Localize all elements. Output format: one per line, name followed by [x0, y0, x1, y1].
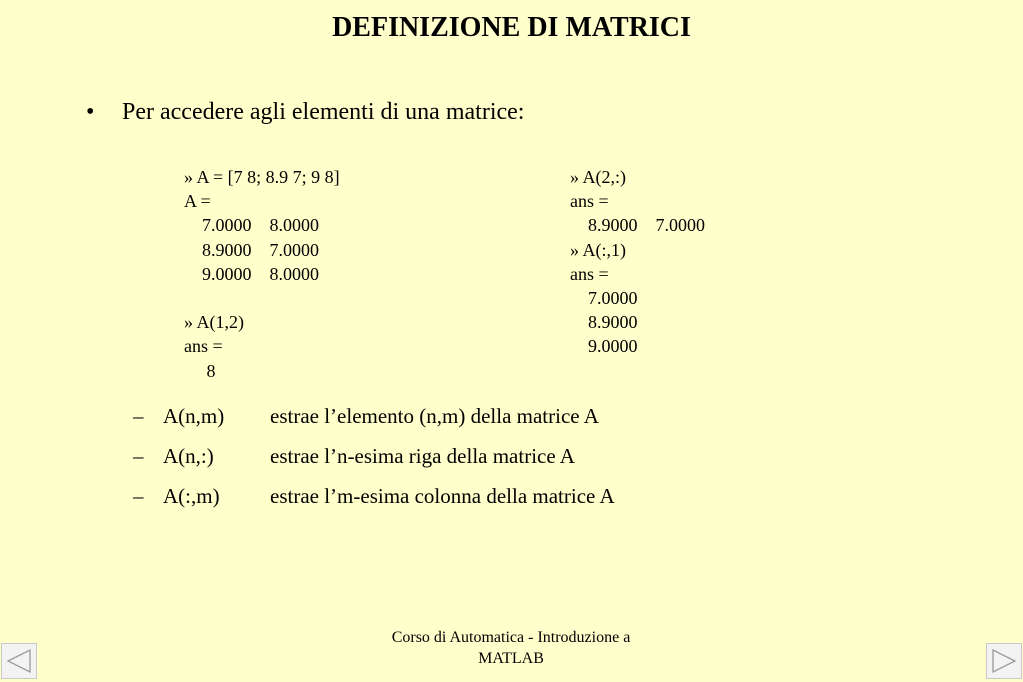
code-line: A =: [184, 191, 211, 212]
sub-bullet-item: [133, 476, 615, 516]
sub-item-desc: estrae l’elemento (n,m) della matrice A: [270, 404, 599, 428]
dash: –: [133, 404, 144, 428]
code-line: ans =: [570, 191, 609, 212]
sub-item-code: A(:,m): [163, 484, 220, 508]
code-line: 7.0000: [570, 287, 638, 308]
sub-item-code: A(n,:): [163, 444, 214, 468]
intro-text: Per accedere agli elementi di una matrice:: [122, 99, 525, 125]
sub-item-desc: estrae l’n-esima riga della matrice A: [270, 444, 575, 468]
code-line: [184, 286, 340, 310]
code-line: » A(1,2): [184, 312, 244, 333]
next-slide-button[interactable]: [986, 643, 1022, 679]
sub-bullet-list: [133, 396, 615, 516]
dash: –: [133, 444, 144, 468]
code-line: 9.0000 8.0000: [184, 263, 319, 284]
triangle-left-icon: [4, 646, 34, 676]
sub-item-code: A(n,m): [163, 404, 225, 428]
code-line: ans =: [570, 263, 609, 284]
slide-title: DEFINIZIONE DI MATRICI: [332, 12, 691, 43]
code-block-left: [184, 165, 340, 383]
code-line: ans =: [184, 336, 223, 357]
triangle-right-icon: [989, 646, 1019, 676]
code-line: 9.0000: [570, 336, 638, 357]
code-line: 8.9000 7.0000: [570, 215, 705, 236]
footer: [361, 627, 661, 669]
code-line: » A(:,1): [570, 239, 626, 260]
intro-bullet: [86, 96, 524, 128]
previous-slide-button[interactable]: [1, 643, 37, 679]
code-line: 8: [184, 360, 216, 381]
footer-line-2: MATLAB: [478, 650, 544, 667]
sub-bullet-item: [133, 396, 615, 436]
code-block-right: [570, 165, 705, 359]
code-line: » A = [7 8; 8.9 7; 9 8]: [184, 167, 340, 187]
code-line: 8.9000 7.0000: [184, 239, 319, 260]
code-line: » A(2,:): [570, 167, 626, 187]
sub-bullet-item: [133, 436, 615, 476]
code-line: 7.0000 8.0000: [184, 215, 319, 236]
code-line: 8.9000: [570, 312, 638, 333]
sub-item-desc: estrae l’m-esima colonna della matrice A: [270, 484, 615, 508]
footer-line-1: Corso di Automatica - Introduzione a: [391, 629, 631, 646]
dash: –: [133, 484, 144, 508]
bullet-dot: •: [86, 99, 95, 125]
